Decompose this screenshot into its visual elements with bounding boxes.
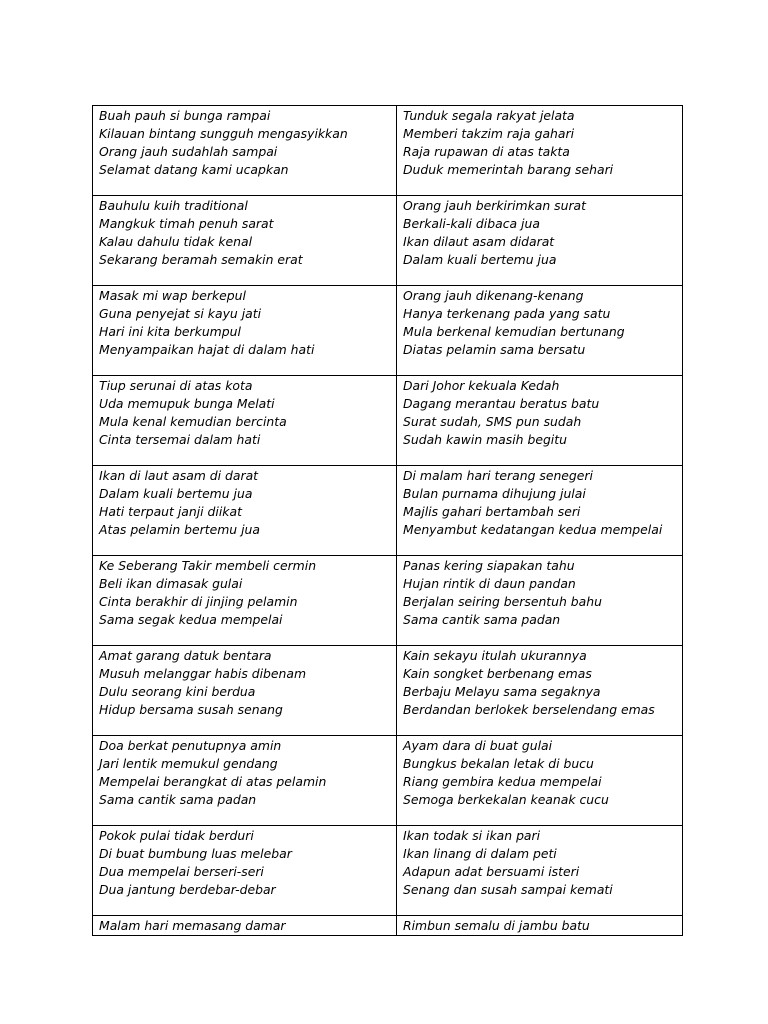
pantun-cell-left [93, 556, 397, 646]
pantun-line: Berjalan seiring bersentuh bahu [403, 594, 602, 609]
table-row [93, 466, 683, 556]
pantun-cell-left [93, 466, 397, 556]
table-row [93, 826, 683, 916]
pantun-cell-right [397, 916, 683, 936]
pantun-line: Pokok pulai tidak berduri [99, 828, 254, 843]
pantun-line: Dagang merantau beratus batu [403, 396, 600, 411]
pantun-cell-left [93, 376, 397, 466]
pantun-line: Masak mi wap berkepul [99, 288, 246, 303]
pantun-cell-left [93, 196, 397, 286]
pantun-line: Berbaju Melayu sama segaknya [403, 684, 601, 699]
pantun-line: Beli ikan dimasak gulai [99, 576, 243, 591]
pantun-line: Hati terpaut janji diikat [99, 504, 242, 519]
pantun-line: Surat sudah, SMS pun sudah [403, 414, 582, 429]
pantun-line: Kilauan bintang sungguh mengasyikkan [99, 126, 348, 141]
pantun-line: Kain songket berbenang emas [403, 666, 592, 681]
pantun-line: Raja rupawan di atas takta [403, 144, 570, 159]
table-row [93, 646, 683, 736]
pantun-cell-right [397, 286, 683, 376]
table-row [93, 916, 683, 936]
pantun-line: Orang jauh sudahlah sampai [99, 144, 278, 159]
pantun-line: Kain sekayu itulah ukurannya [403, 648, 587, 663]
pantun-cell-right [397, 826, 683, 916]
pantun-line: Sama cantik sama padan [99, 792, 257, 807]
pantun-line: Uda memupuk bunga Melati [99, 396, 275, 411]
pantun-line: Atas pelamin bertemu jua [99, 522, 260, 537]
pantun-line: Memberi takzim raja gahari [403, 126, 575, 141]
pantun-line: Menyampaikan hajat di dalam hati [99, 342, 315, 357]
pantun-line: Hidup bersama susah senang [99, 702, 283, 717]
pantun-line: Hari ini kita berkumpul [99, 324, 241, 339]
pantun-line: Berdandan berlokek berselendang emas [403, 702, 655, 717]
pantun-line: Majlis gahari bertambah seri [403, 504, 581, 519]
pantun-line: Di buat bumbung luas melebar [99, 846, 292, 861]
table-row [93, 556, 683, 646]
pantun-line: Orang jauh dikenang-kenang [403, 288, 584, 303]
pantun-line: Tunduk segala rakyat jelata [403, 108, 575, 123]
pantun-line: Ikan di laut asam di darat [99, 468, 259, 483]
table-row [93, 376, 683, 466]
pantun-cell-left [93, 736, 397, 826]
pantun-cell-right [397, 736, 683, 826]
pantun-line: Tiup serunai di atas kota [99, 378, 253, 393]
pantun-line: Amat garang datuk bentara [99, 648, 272, 663]
pantun-line: Dua jantung berdebar-debar [99, 882, 276, 897]
pantun-line: Buah pauh si bunga rampai [99, 108, 271, 123]
pantun-line: Dua mempelai berseri-seri [99, 864, 264, 879]
pantun-line: Sama cantik sama padan [403, 612, 561, 627]
pantun-line: Menyambut kedatangan kedua mempelai [403, 522, 663, 537]
pantun-line: Panas kering siapakan tahu [403, 558, 575, 573]
pantun-cell-left [93, 286, 397, 376]
pantun-line: Mula berkenal kemudian bertunang [403, 324, 625, 339]
pantun-line: Dalam kuali bertemu jua [99, 486, 253, 501]
pantun-line: Mula kenal kemudian bercinta [99, 414, 287, 429]
pantun-line: Ikan linang di dalam peti [403, 846, 557, 861]
pantun-line: Malam hari memasang damar [99, 918, 286, 933]
pantun-line: Sama segak kedua mempelai [99, 612, 283, 627]
pantun-line: Ikan dilaut asam didarat [403, 234, 555, 249]
pantun-cell-right [397, 556, 683, 646]
table-row [93, 106, 683, 196]
pantun-line: Musuh melanggar habis dibenam [99, 666, 307, 681]
pantun-line: Diatas pelamin sama bersatu [403, 342, 586, 357]
pantun-line: Bauhulu kuih traditional [99, 198, 248, 213]
pantun-line: Senang dan susah sampai kemati [403, 882, 613, 897]
pantun-line: Hujan rintik di daun pandan [403, 576, 576, 591]
pantun-line: Semoga berkekalan keanak cucu [403, 792, 609, 807]
pantun-cell-left [93, 646, 397, 736]
pantun-line: Bulan purnama dihujung julai [403, 486, 586, 501]
pantun-line: Sekarang beramah semakin erat [99, 252, 303, 267]
pantun-line: Berkali-kali dibaca jua [403, 216, 540, 231]
pantun-line: Adapun adat bersuami isteri [403, 864, 580, 879]
pantun-table [92, 105, 683, 936]
pantun-cell-right [397, 646, 683, 736]
pantun-line: Mangkuk timah penuh sarat [99, 216, 274, 231]
pantun-cell-right [397, 376, 683, 466]
pantun-line: Hanya terkenang pada yang satu [403, 306, 611, 321]
pantun-line: Ke Seberang Takir membeli cermin [99, 558, 317, 573]
pantun-line: Rimbun semalu di jambu batu [403, 918, 590, 933]
pantun-line: Cinta tersemai dalam hati [99, 432, 261, 447]
pantun-line: Sudah kawin masih begitu [403, 432, 567, 447]
pantun-line: Duduk memerintah barang sehari [403, 162, 614, 177]
pantun-line: Bungkus bekalan letak di bucu [403, 756, 594, 771]
pantun-line: Dari Johor kekuala Kedah [403, 378, 560, 393]
pantun-cell-right [397, 466, 683, 556]
pantun-line: Doa berkat penutupnya amin [99, 738, 282, 753]
table-row [93, 286, 683, 376]
pantun-line: Guna penyejat si kayu jati [99, 306, 262, 321]
pantun-cell-left [93, 106, 397, 196]
pantun-line: Kalau dahulu tidak kenal [99, 234, 253, 249]
pantun-line: Dulu seorang kini berdua [99, 684, 256, 699]
pantun-line: Orang jauh berkirimkan surat [403, 198, 586, 213]
pantun-line: Riang gembira kedua mempelai [403, 774, 602, 789]
pantun-line: Dalam kuali bertemu jua [403, 252, 557, 267]
pantun-line: Mempelai berangkat di atas pelamin [99, 774, 327, 789]
pantun-line: Selamat datang kami ucapkan [99, 162, 289, 177]
pantun-line: Cinta berakhir di jinjing pelamin [99, 594, 298, 609]
pantun-line: Ayam dara di buat gulai [403, 738, 553, 753]
pantun-cell-right [397, 106, 683, 196]
pantun-cell-right [397, 196, 683, 286]
table-row [93, 196, 683, 286]
table-row [93, 736, 683, 826]
pantun-cell-left [93, 826, 397, 916]
pantun-cell-left [93, 916, 397, 936]
pantun-line: Jari lentik memukul gendang [99, 756, 278, 771]
pantun-line: Di malam hari terang senegeri [403, 468, 593, 483]
pantun-line: Ikan todak si ikan pari [403, 828, 541, 843]
